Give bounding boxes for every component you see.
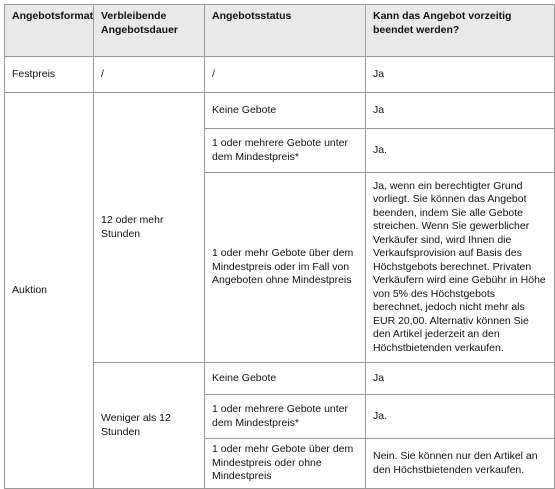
header-status: Angebotsstatus [205,5,366,57]
auction-end-rules-table [4,4,555,489]
header-row [5,5,555,57]
answer-cell: Ja. [366,395,555,439]
format-festpreis: Festpreis [5,57,94,93]
answer-cell: Ja, wenn ein berechtigter Grund vorliegt. Sie können das Angebot beenden, indem Sie alle Gebote streichen. Wenn Sie gewerblicher Verkäufer sind, wird Ihnen die Verkaufsprovision auf Basis des Höchstgebots berechnet. Privaten Verkäufern wird eine Gebühr in Höhe von 5% des Höchstgebots berechnet, jedoch nicht mehr als EUR 20,00. Alternativ können Sie den Artikel jederzeit an den Höchstbietenden verkaufen. [366,173,555,363]
status-cell: 1 oder mehr Gebote über dem Mindestpreis oder im Fall von Angeboten ohne Mindestpreis [205,173,366,363]
duration-less-than-12: Weniger als 12 Stunden [94,363,205,489]
table-row-festpreis [5,57,555,93]
status-festpreis: / [205,57,366,93]
header-format: Angebotsformat [5,5,94,57]
status-cell: Keine Gebote [205,93,366,129]
table-row [5,93,555,129]
answer-cell: Ja. [366,129,555,173]
answer-cell: Ja [366,93,555,129]
status-cell: 1 oder mehr Gebote über dem Mindestpreis oder ohne Mindestpreis [205,439,366,489]
status-cell: Keine Gebote [205,363,366,395]
header-duration: Verbleibende Angebotsdauer [94,5,205,57]
answer-cell: Ja [366,363,555,395]
header-can-end-early: Kann das Angebot vorzeitig beendet werden? [366,5,555,57]
answer-cell: Nein. Sie können nur den Artikel an den Höchstbietenden verkaufen. [366,439,555,489]
duration-12-or-more: 12 oder mehr Stunden [94,93,205,363]
format-auktion: Auktion [5,93,94,489]
answer-festpreis: Ja [366,57,555,93]
status-cell: 1 oder mehrere Gebote unter dem Mindestpreis* [205,395,366,439]
duration-festpreis: / [94,57,205,93]
status-cell: 1 oder mehrere Gebote unter dem Mindestpreis* [205,129,366,173]
